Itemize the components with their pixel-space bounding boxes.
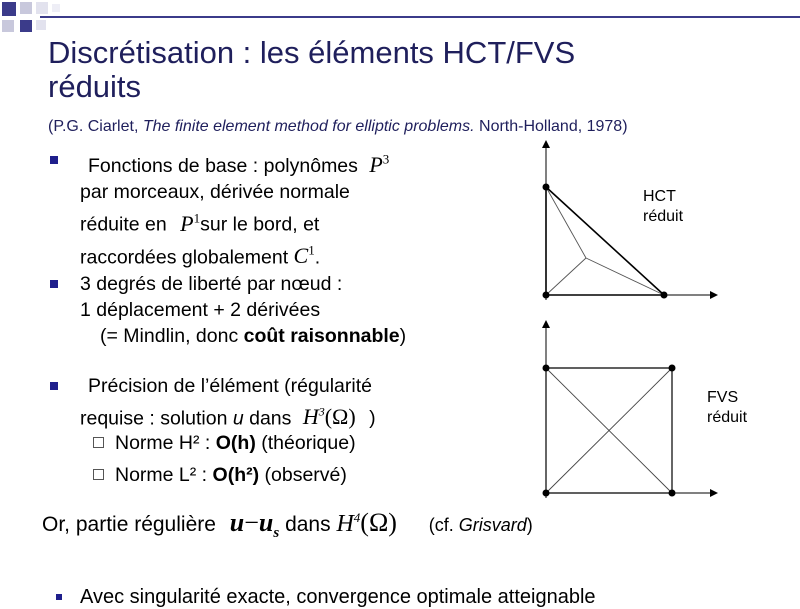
hct-node bbox=[661, 292, 668, 299]
sub-bullet-h2-norm: Norme H² : O(h) (théorique) bbox=[115, 432, 356, 454]
bullet1-line2: par morceaux, dérivée normale bbox=[80, 181, 350, 204]
hollow-square-icon bbox=[93, 437, 104, 448]
bullet-basis-functions bbox=[80, 147, 389, 270]
fvs-node bbox=[543, 490, 550, 497]
fvs-element-diagram bbox=[520, 320, 720, 505]
title-line-1: Discrétisation : les éléments HCT/FVS bbox=[48, 35, 576, 70]
fvs-node bbox=[669, 490, 676, 497]
hollow-square-icon bbox=[93, 469, 104, 480]
slide-title bbox=[48, 36, 768, 104]
bullet2-line3: (= Mindlin, donc coût raisonnable) bbox=[100, 325, 407, 347]
hct-label: HCT réduit bbox=[643, 188, 684, 225]
bullet3-line2: requise : solution u dans $H^3(\Omega)$ ) bbox=[80, 404, 376, 430]
bullet-degrees-of-freedom bbox=[80, 271, 406, 349]
bullet1-line4: raccordées globalement bbox=[80, 245, 289, 268]
p3-symbol: $P^3$ bbox=[369, 152, 390, 178]
fvs-y-arrow-icon bbox=[542, 320, 550, 328]
reference bbox=[48, 118, 628, 136]
fvs-diagonals bbox=[546, 368, 672, 493]
fvs-node bbox=[543, 365, 550, 372]
hct-y-arrow-icon bbox=[542, 140, 550, 148]
top-rule bbox=[40, 16, 800, 18]
bullet-square-icon bbox=[50, 382, 58, 390]
corner-decoration bbox=[0, 0, 70, 40]
h4-omega-symbol: $H^4(\Omega)$ bbox=[336, 508, 397, 537]
fvs-label: FVS réduit bbox=[707, 389, 748, 426]
c1-symbol: $C^1$ bbox=[293, 242, 315, 268]
bullet1-line1: Fonctions de base : polynômes bbox=[88, 155, 358, 178]
regular-part-line bbox=[42, 508, 533, 542]
hct-node bbox=[543, 184, 550, 191]
h3-omega-symbol: $H^3(\Omega)$ bbox=[302, 404, 356, 430]
hct-node bbox=[543, 292, 550, 299]
bullet1-line3b: sur le bord, et bbox=[200, 213, 320, 236]
reference-publisher: North-Holland, 1978) bbox=[474, 118, 628, 135]
bullet-square-icon bbox=[50, 156, 58, 164]
bullet-element-precision bbox=[80, 373, 376, 431]
bullet1-line3a: réduite en bbox=[80, 213, 167, 236]
bullet3-line1: Précision de l’élément (régularité bbox=[88, 375, 372, 397]
bullet-square-icon bbox=[50, 280, 58, 288]
cutoff-bullet: Avec singularité exacte, convergence optimale atteignable bbox=[80, 586, 596, 608]
sub-bullet-l2-norm: Norme L² : O(h²) (observé) bbox=[115, 464, 347, 486]
regular-part-text: Or, partie régulière bbox=[42, 513, 216, 536]
grisvard-citation: (cf. Grisvard) bbox=[428, 515, 533, 535]
reference-author: (P.G. Ciarlet, bbox=[48, 118, 143, 135]
dans-text: dans bbox=[285, 513, 331, 536]
fvs-x-arrow-icon bbox=[710, 489, 718, 497]
fvs-node bbox=[669, 365, 676, 372]
bullet2-line1: 3 degrés de liberté par nœud : bbox=[80, 273, 343, 295]
u-minus-us-symbol: $u-u_s$ bbox=[229, 508, 280, 542]
bullet1-line4-end: . bbox=[314, 245, 321, 268]
title-line-2: réduits bbox=[48, 69, 142, 104]
hct-element-diagram bbox=[520, 140, 720, 310]
p1-symbol: $P^1$ bbox=[180, 210, 201, 236]
bullet2-line2: 1 déplacement + 2 dérivées bbox=[80, 299, 321, 321]
reference-book: The finite element method for elliptic problems. bbox=[142, 118, 475, 135]
bullet-square-icon bbox=[56, 594, 62, 600]
hct-x-arrow-icon bbox=[710, 291, 718, 299]
